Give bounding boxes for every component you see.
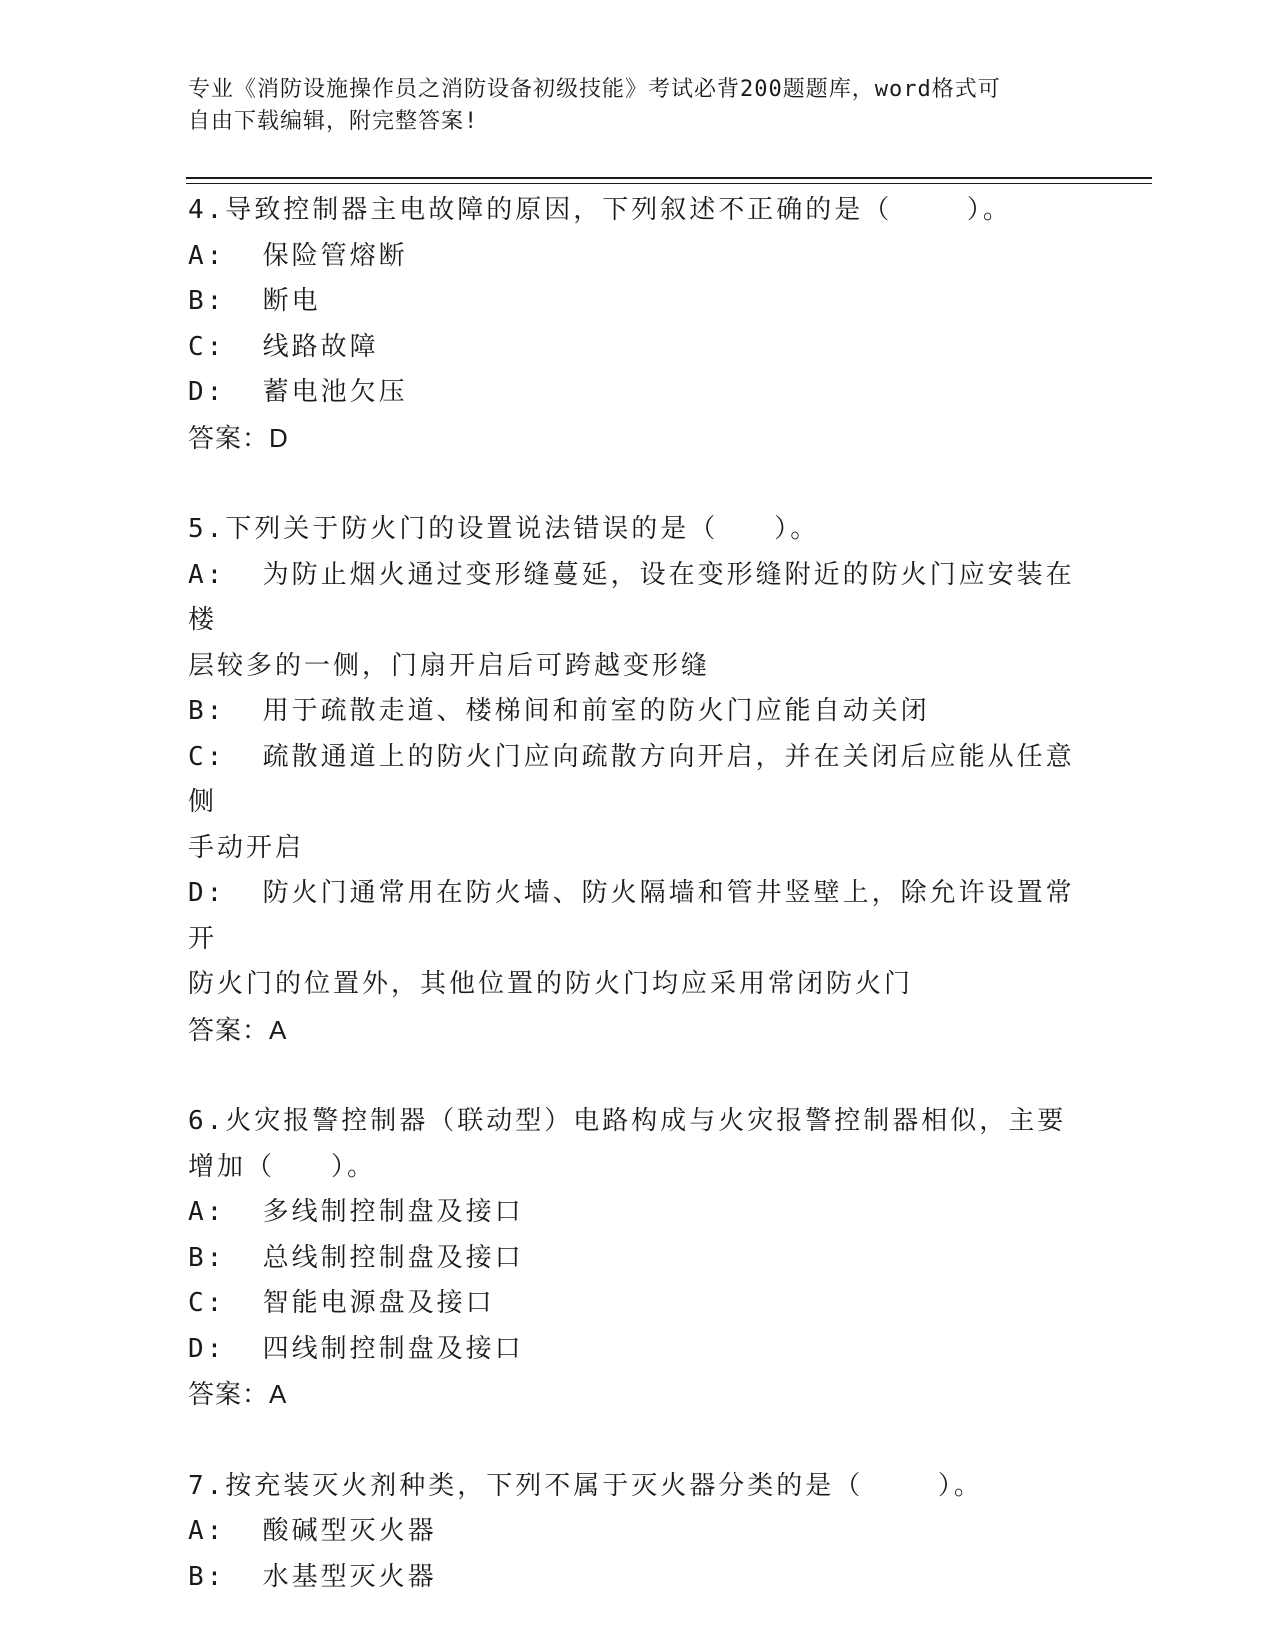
- answer-option: D: 防火门通常用在防火墙、防火隔墙和管井竖壁上，除允许设置常开: [188, 878, 1075, 954]
- answer-option: 手动开启: [188, 832, 305, 863]
- question-block: [188, 188, 1088, 461]
- answer-option: B: 水基型灭火器: [188, 1561, 437, 1592]
- answer-option: B: 总线制控制盘及接口: [188, 1242, 524, 1273]
- question-block: [188, 1099, 1088, 1418]
- answer-option: A: 多线制控制盘及接口: [188, 1197, 524, 1227]
- answer-option: C: 线路故障: [188, 331, 379, 362]
- answer-option: A: 为防止烟火通过变形缝蔓延，设在变形缝附近的防火门应安装在楼: [188, 559, 1075, 635]
- question-stem: 增加（ ）。: [188, 1151, 376, 1182]
- answer-key: 答案：D: [188, 422, 289, 453]
- answer-option: D: 四线制控制盘及接口: [188, 1333, 524, 1364]
- question-stem: 4.导致控制器主电故障的原因，下列叙述不正确的是（ ）。: [188, 195, 1012, 225]
- header-line-2: 自由下载编辑，附完整答案!: [188, 109, 479, 134]
- header-divider-thick: [186, 177, 1152, 179]
- answer-key: 答案：A: [188, 1379, 288, 1409]
- answer-option: 层较多的一侧，门扇开启后可跨越变形缝: [188, 650, 711, 681]
- answer-option: A: 保险管熔断: [188, 240, 408, 271]
- question-block: [188, 507, 1088, 1053]
- answer-option: C: 疏散通道上的防火门应向疏散方向开启，并在关闭后应能从任意侧: [188, 741, 1075, 817]
- question-list: [188, 188, 1088, 1646]
- header-divider-thin: [186, 183, 1152, 184]
- question-stem: 5.下列关于防火门的设置说法错误的是（ ）。: [188, 514, 820, 544]
- document-header: [188, 74, 1088, 138]
- question-block: [188, 1464, 1088, 1601]
- answer-option: B: 断电: [188, 286, 321, 316]
- header-line-1: 专业《消防设施操作员之消防设备初级技能》考试必背200题题库，word格式可: [188, 77, 1001, 102]
- answer-option: B: 用于疏散走道、楼梯间和前室的防火门应能自动关闭: [188, 696, 930, 726]
- answer-option: A: 酸碱型灭火器: [188, 1516, 437, 1546]
- answer-option: D: 蓄电池欠压: [188, 377, 408, 407]
- answer-option: C: 智能电源盘及接口: [188, 1288, 495, 1318]
- question-stem: 6.火灾报警控制器（联动型）电路构成与火灾报警控制器相似，主要: [188, 1106, 1067, 1136]
- question-stem: 7.按充装灭火剂种类，下列不属于灭火器分类的是（ ）。: [188, 1470, 983, 1501]
- answer-key: 答案：A: [188, 1014, 288, 1045]
- answer-option: 防火门的位置外，其他位置的防火门均应采用常闭防火门: [188, 969, 914, 999]
